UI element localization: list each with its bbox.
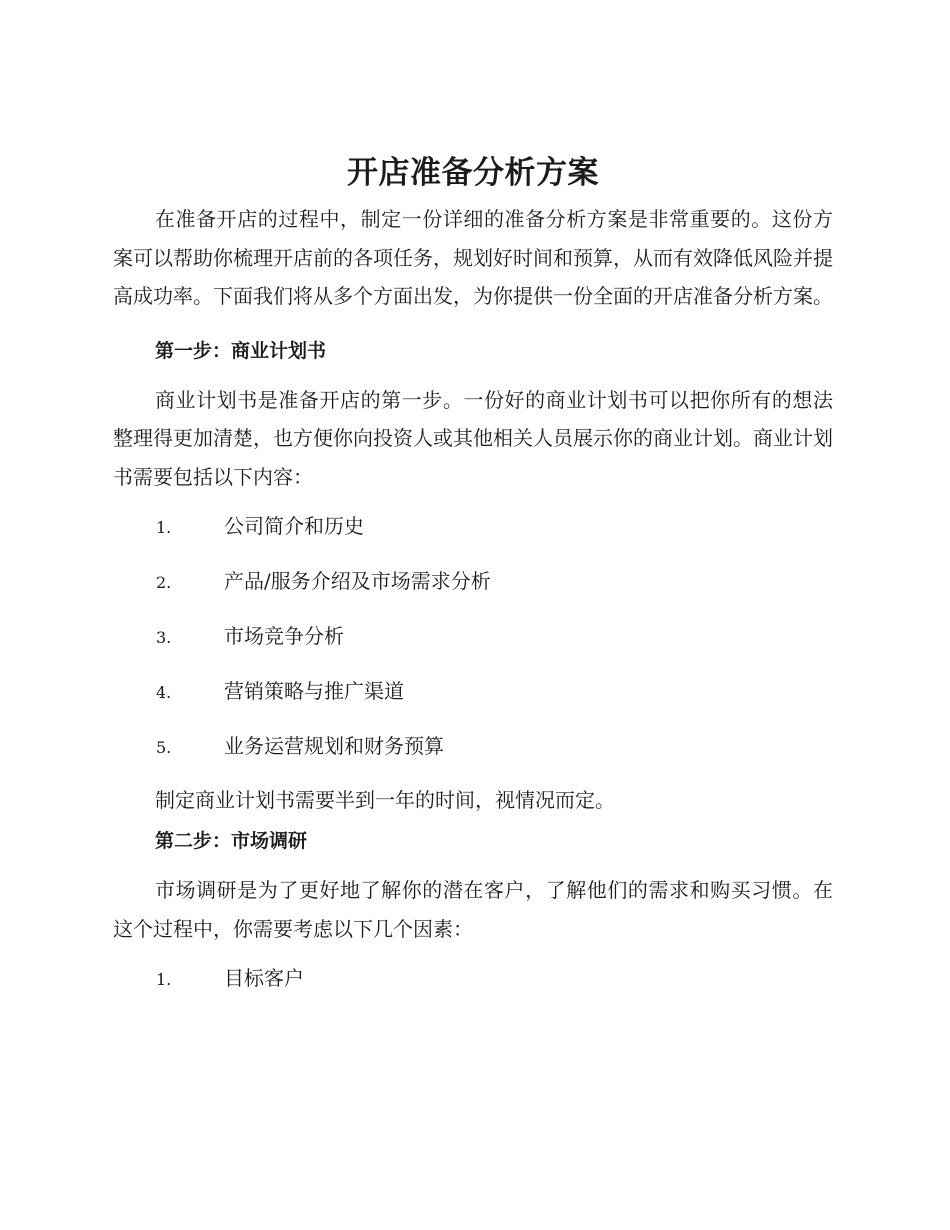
list-text: 公司简介和历史 — [224, 514, 364, 538]
section-1-heading: 第一步：商业计划书 — [155, 339, 327, 362]
list-item — [113, 962, 833, 1017]
list-text: 目标客户 — [224, 966, 304, 990]
list-item — [113, 620, 833, 675]
list-text: 市场竞争分析 — [224, 624, 344, 648]
list-number: 1. — [156, 970, 172, 989]
list-text: 产品/服务介绍及市场需求分析 — [224, 569, 491, 593]
list-number: 3. — [156, 628, 172, 647]
list-item — [113, 510, 833, 565]
section-1-note: 制定商业计划书需要半到一年的时间，视情况而定。 — [155, 788, 615, 812]
section-2-body: 市场调研是为了更好地了解你的潜在客户，了解他们的需求和购买习惯。在这个过程中，你需要考虑以下几个因素： — [113, 878, 833, 941]
list-number: 5. — [156, 738, 172, 757]
section-1-list — [113, 510, 833, 785]
document-title: 开店准备分析方案 — [347, 155, 599, 191]
list-item — [113, 565, 833, 620]
list-item — [113, 730, 833, 785]
section-2-heading: 第二步：市场调研 — [155, 830, 308, 852]
list-number: 1. — [156, 518, 172, 537]
section-2-list — [113, 962, 833, 1017]
section-1-body: 商业计划书是准备开店的第一步。一份好的商业计划书可以把你所有的想法整理得更加清楚，也方便你向投资人或其他相关人员展示你的商业计划。商业计划书需要包括以下内容： — [113, 387, 833, 489]
list-text: 业务运营规划和财务预算 — [224, 734, 444, 758]
list-text: 营销策略与推广渠道 — [224, 679, 404, 703]
list-item — [113, 675, 833, 730]
intro-paragraph: 在准备开店的过程中，制定一份详细的准备分析方案是非常重要的。这份方案可以帮助你梳理开店前的各项任务，规划好时间和预算，从而有效降低风险并提高成功率。下面我们将从多个方面出发，为你提供一份全面的开店准备分析方案。 — [113, 207, 833, 308]
list-number: 4. — [156, 683, 172, 702]
document-page — [113, 150, 833, 1017]
list-number: 2. — [156, 573, 172, 592]
